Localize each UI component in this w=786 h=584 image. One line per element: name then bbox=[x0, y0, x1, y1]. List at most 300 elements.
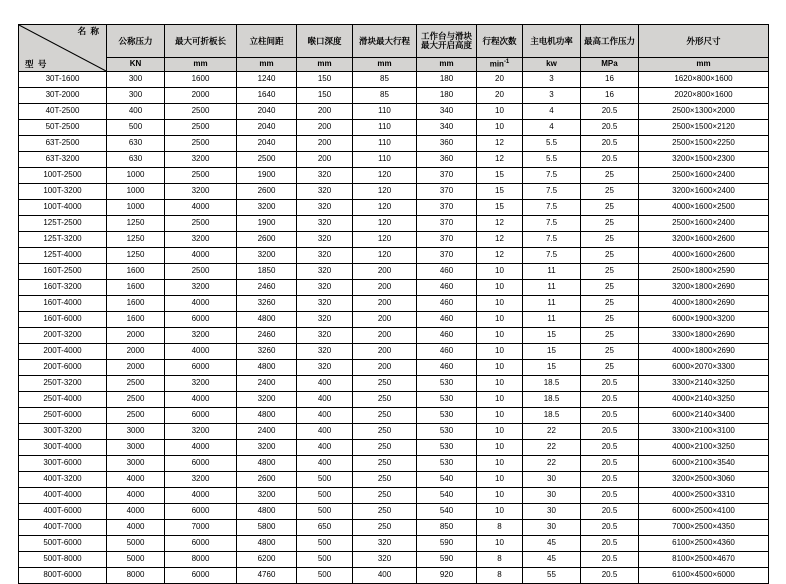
cell-value-7: 10 bbox=[477, 504, 523, 520]
cell-value-9: 25 bbox=[581, 280, 639, 296]
cell-model: 250T-4000 bbox=[19, 392, 107, 408]
header-unit-3: mm bbox=[297, 58, 353, 72]
cell-value-7: 12 bbox=[477, 216, 523, 232]
cell-value-3: 4800 bbox=[237, 360, 297, 376]
cell-value-6: 530 bbox=[417, 392, 477, 408]
cell-value-8: 7.5 bbox=[523, 232, 581, 248]
cell-value-2: 6000 bbox=[165, 568, 237, 584]
cell-model: 200T-3200 bbox=[19, 328, 107, 344]
cell-model: 160T-6000 bbox=[19, 312, 107, 328]
cell-value-8: 45 bbox=[523, 552, 581, 568]
cell-value-8: 22 bbox=[523, 440, 581, 456]
cell-value-8: 4 bbox=[523, 104, 581, 120]
cell-value-6: 180 bbox=[417, 72, 477, 88]
cell-value-1: 8000 bbox=[107, 568, 165, 584]
cell-value-5: 200 bbox=[353, 312, 417, 328]
cell-value-2: 2500 bbox=[165, 120, 237, 136]
cell-value-5: 250 bbox=[353, 520, 417, 536]
cell-value-3: 3200 bbox=[237, 200, 297, 216]
cell-value-4: 500 bbox=[297, 504, 353, 520]
cell-value-4: 200 bbox=[297, 136, 353, 152]
header-title-9: 外形尺寸 bbox=[639, 25, 769, 58]
cell-value-4: 500 bbox=[297, 536, 353, 552]
cell-value-1: 5000 bbox=[107, 536, 165, 552]
cell-value-2: 2500 bbox=[165, 168, 237, 184]
cell-value-5: 110 bbox=[353, 136, 417, 152]
cell-overall-dimensions: 1620×800×1600 bbox=[639, 72, 769, 88]
cell-value-6: 370 bbox=[417, 216, 477, 232]
cell-value-1: 1600 bbox=[107, 280, 165, 296]
cell-value-8: 5.5 bbox=[523, 136, 581, 152]
cell-value-3: 2460 bbox=[237, 280, 297, 296]
cell-value-6: 370 bbox=[417, 184, 477, 200]
cell-value-9: 25 bbox=[581, 312, 639, 328]
cell-value-3: 3200 bbox=[237, 440, 297, 456]
cell-value-2: 3200 bbox=[165, 328, 237, 344]
cell-value-2: 3200 bbox=[165, 184, 237, 200]
cell-value-4: 320 bbox=[297, 312, 353, 328]
cell-value-1: 1600 bbox=[107, 312, 165, 328]
cell-value-2: 6000 bbox=[165, 504, 237, 520]
table-row bbox=[19, 248, 769, 264]
header-title-1: 最大可折板长 bbox=[165, 25, 237, 58]
cell-model: 400T-3200 bbox=[19, 472, 107, 488]
table-row bbox=[19, 152, 769, 168]
cell-value-8: 3 bbox=[523, 72, 581, 88]
cell-value-7: 15 bbox=[477, 168, 523, 184]
header-unit-0: KN bbox=[107, 58, 165, 72]
cell-value-9: 20.5 bbox=[581, 456, 639, 472]
cell-overall-dimensions: 3200×1500×2300 bbox=[639, 152, 769, 168]
cell-model: 30T-1600 bbox=[19, 72, 107, 88]
cell-value-4: 320 bbox=[297, 168, 353, 184]
cell-value-3: 1850 bbox=[237, 264, 297, 280]
cell-value-4: 200 bbox=[297, 104, 353, 120]
cell-overall-dimensions: 7000×2500×4350 bbox=[639, 520, 769, 536]
cell-overall-dimensions: 4000×1600×2500 bbox=[639, 200, 769, 216]
cell-value-8: 7.5 bbox=[523, 168, 581, 184]
cell-value-7: 12 bbox=[477, 248, 523, 264]
cell-value-3: 1900 bbox=[237, 168, 297, 184]
cell-value-1: 1600 bbox=[107, 264, 165, 280]
cell-model: 300T-3200 bbox=[19, 424, 107, 440]
cell-value-7: 10 bbox=[477, 376, 523, 392]
header-title-3: 喉口深度 bbox=[297, 25, 353, 58]
cell-value-9: 20.5 bbox=[581, 536, 639, 552]
cell-value-8: 45 bbox=[523, 536, 581, 552]
cell-value-9: 25 bbox=[581, 168, 639, 184]
cell-value-7: 10 bbox=[477, 360, 523, 376]
cell-value-6: 530 bbox=[417, 424, 477, 440]
cell-value-1: 400 bbox=[107, 104, 165, 120]
table-row bbox=[19, 536, 769, 552]
cell-value-7: 10 bbox=[477, 296, 523, 312]
cell-value-5: 120 bbox=[353, 200, 417, 216]
cell-value-4: 650 bbox=[297, 520, 353, 536]
cell-value-6: 540 bbox=[417, 488, 477, 504]
cell-value-1: 2000 bbox=[107, 344, 165, 360]
cell-value-8: 30 bbox=[523, 472, 581, 488]
cell-overall-dimensions: 2500×1600×2400 bbox=[639, 216, 769, 232]
cell-value-3: 4800 bbox=[237, 312, 297, 328]
cell-value-4: 150 bbox=[297, 72, 353, 88]
table-row bbox=[19, 104, 769, 120]
cell-value-5: 200 bbox=[353, 344, 417, 360]
cell-value-2: 3200 bbox=[165, 280, 237, 296]
cell-value-2: 3200 bbox=[165, 152, 237, 168]
cell-value-4: 400 bbox=[297, 456, 353, 472]
cell-value-2: 3200 bbox=[165, 472, 237, 488]
cell-value-6: 460 bbox=[417, 360, 477, 376]
table-row bbox=[19, 376, 769, 392]
cell-value-4: 320 bbox=[297, 296, 353, 312]
cell-value-5: 110 bbox=[353, 120, 417, 136]
cell-value-7: 10 bbox=[477, 104, 523, 120]
cell-value-1: 3000 bbox=[107, 424, 165, 440]
cell-value-3: 2040 bbox=[237, 136, 297, 152]
cell-overall-dimensions: 3200×1800×2690 bbox=[639, 280, 769, 296]
table-row bbox=[19, 552, 769, 568]
cell-value-3: 3200 bbox=[237, 392, 297, 408]
cell-value-2: 4000 bbox=[165, 392, 237, 408]
cell-value-3: 4760 bbox=[237, 568, 297, 584]
cell-value-8: 11 bbox=[523, 264, 581, 280]
cell-value-9: 16 bbox=[581, 72, 639, 88]
cell-overall-dimensions: 3300×2140×3250 bbox=[639, 376, 769, 392]
cell-value-9: 20.5 bbox=[581, 120, 639, 136]
cell-value-4: 320 bbox=[297, 344, 353, 360]
cell-value-9: 25 bbox=[581, 328, 639, 344]
cell-value-3: 2600 bbox=[237, 472, 297, 488]
cell-value-1: 630 bbox=[107, 136, 165, 152]
cell-value-2: 4000 bbox=[165, 344, 237, 360]
cell-overall-dimensions: 6100×4500×6000 bbox=[639, 568, 769, 584]
cell-value-2: 4000 bbox=[165, 200, 237, 216]
cell-value-1: 2000 bbox=[107, 360, 165, 376]
table-row bbox=[19, 504, 769, 520]
cell-value-1: 3000 bbox=[107, 440, 165, 456]
cell-model: 200T-4000 bbox=[19, 344, 107, 360]
cell-value-4: 320 bbox=[297, 248, 353, 264]
cell-value-4: 320 bbox=[297, 264, 353, 280]
cell-overall-dimensions: 3200×1600×2600 bbox=[639, 232, 769, 248]
cell-value-6: 590 bbox=[417, 536, 477, 552]
cell-value-6: 370 bbox=[417, 248, 477, 264]
cell-value-4: 200 bbox=[297, 120, 353, 136]
cell-value-6: 590 bbox=[417, 552, 477, 568]
cell-overall-dimensions: 4000×1600×2600 bbox=[639, 248, 769, 264]
cell-value-5: 250 bbox=[353, 408, 417, 424]
cell-value-6: 370 bbox=[417, 168, 477, 184]
cell-value-7: 8 bbox=[477, 568, 523, 584]
cell-value-8: 55 bbox=[523, 568, 581, 584]
cell-value-1: 1600 bbox=[107, 296, 165, 312]
cell-value-8: 30 bbox=[523, 504, 581, 520]
header-row-titles bbox=[19, 25, 769, 58]
table-row bbox=[19, 312, 769, 328]
cell-value-9: 20.5 bbox=[581, 552, 639, 568]
table-row bbox=[19, 72, 769, 88]
cell-value-7: 10 bbox=[477, 392, 523, 408]
cell-value-8: 18.5 bbox=[523, 376, 581, 392]
cell-value-5: 120 bbox=[353, 168, 417, 184]
cell-overall-dimensions: 4000×2500×3310 bbox=[639, 488, 769, 504]
cell-value-3: 2600 bbox=[237, 184, 297, 200]
table-row bbox=[19, 264, 769, 280]
cell-value-4: 320 bbox=[297, 216, 353, 232]
header-name-label: 名 称 bbox=[77, 26, 100, 36]
cell-value-6: 920 bbox=[417, 568, 477, 584]
header-unit-1: mm bbox=[165, 58, 237, 72]
cell-value-3: 3260 bbox=[237, 296, 297, 312]
cell-value-5: 320 bbox=[353, 536, 417, 552]
cell-value-7: 12 bbox=[477, 136, 523, 152]
cell-value-5: 85 bbox=[353, 88, 417, 104]
cell-value-3: 2040 bbox=[237, 104, 297, 120]
cell-value-4: 320 bbox=[297, 328, 353, 344]
cell-value-2: 6000 bbox=[165, 408, 237, 424]
cell-value-2: 2500 bbox=[165, 216, 237, 232]
cell-value-4: 320 bbox=[297, 200, 353, 216]
cell-overall-dimensions: 2500×1600×2400 bbox=[639, 168, 769, 184]
cell-model: 125T-3200 bbox=[19, 232, 107, 248]
specification-table bbox=[18, 24, 769, 584]
cell-value-7: 10 bbox=[477, 424, 523, 440]
cell-value-3: 3200 bbox=[237, 488, 297, 504]
cell-value-6: 530 bbox=[417, 408, 477, 424]
table-row bbox=[19, 216, 769, 232]
cell-value-3: 4800 bbox=[237, 456, 297, 472]
table-row bbox=[19, 392, 769, 408]
table-row bbox=[19, 328, 769, 344]
cell-value-7: 10 bbox=[477, 312, 523, 328]
cell-value-5: 400 bbox=[353, 568, 417, 584]
cell-value-4: 200 bbox=[297, 152, 353, 168]
cell-value-4: 320 bbox=[297, 360, 353, 376]
cell-value-8: 18.5 bbox=[523, 408, 581, 424]
cell-overall-dimensions: 8100×2500×4670 bbox=[639, 552, 769, 568]
table-row bbox=[19, 488, 769, 504]
table-row bbox=[19, 232, 769, 248]
cell-value-3: 1640 bbox=[237, 88, 297, 104]
cell-value-7: 10 bbox=[477, 280, 523, 296]
cell-value-9: 25 bbox=[581, 216, 639, 232]
table-row bbox=[19, 456, 769, 472]
header-title-4: 滑块最大行程 bbox=[353, 25, 417, 58]
table-row bbox=[19, 568, 769, 584]
table-row bbox=[19, 296, 769, 312]
cell-value-5: 110 bbox=[353, 152, 417, 168]
cell-value-8: 7.5 bbox=[523, 248, 581, 264]
header-title-7: 主电机功率 bbox=[523, 25, 581, 58]
cell-value-7: 10 bbox=[477, 328, 523, 344]
cell-value-3: 3200 bbox=[237, 248, 297, 264]
cell-value-6: 460 bbox=[417, 280, 477, 296]
cell-value-6: 370 bbox=[417, 200, 477, 216]
header-row-units bbox=[19, 58, 769, 72]
cell-value-1: 300 bbox=[107, 88, 165, 104]
cell-overall-dimensions: 2500×1500×2120 bbox=[639, 120, 769, 136]
cell-value-2: 6000 bbox=[165, 312, 237, 328]
cell-value-7: 10 bbox=[477, 408, 523, 424]
cell-value-8: 15 bbox=[523, 328, 581, 344]
cell-value-6: 540 bbox=[417, 472, 477, 488]
cell-value-7: 10 bbox=[477, 456, 523, 472]
cell-value-5: 110 bbox=[353, 104, 417, 120]
cell-value-9: 20.5 bbox=[581, 392, 639, 408]
cell-value-5: 120 bbox=[353, 216, 417, 232]
cell-value-7: 15 bbox=[477, 200, 523, 216]
cell-value-8: 18.5 bbox=[523, 392, 581, 408]
cell-value-4: 320 bbox=[297, 232, 353, 248]
cell-value-8: 11 bbox=[523, 312, 581, 328]
cell-value-8: 3 bbox=[523, 88, 581, 104]
header-title-0: 公称压力 bbox=[107, 25, 165, 58]
cell-value-2: 2500 bbox=[165, 136, 237, 152]
cell-overall-dimensions: 4000×2140×3250 bbox=[639, 392, 769, 408]
cell-value-8: 11 bbox=[523, 280, 581, 296]
cell-value-9: 25 bbox=[581, 232, 639, 248]
cell-value-9: 25 bbox=[581, 264, 639, 280]
cell-value-9: 20.5 bbox=[581, 408, 639, 424]
cell-value-5: 200 bbox=[353, 280, 417, 296]
cell-value-6: 370 bbox=[417, 232, 477, 248]
cell-value-8: 7.5 bbox=[523, 216, 581, 232]
cell-value-7: 10 bbox=[477, 120, 523, 136]
table-row bbox=[19, 408, 769, 424]
cell-value-5: 250 bbox=[353, 504, 417, 520]
cell-value-3: 2400 bbox=[237, 376, 297, 392]
cell-value-2: 1600 bbox=[165, 72, 237, 88]
cell-value-5: 320 bbox=[353, 552, 417, 568]
cell-value-1: 4000 bbox=[107, 472, 165, 488]
cell-model: 63T-2500 bbox=[19, 136, 107, 152]
cell-value-1: 1250 bbox=[107, 216, 165, 232]
cell-value-4: 400 bbox=[297, 440, 353, 456]
cell-value-7: 20 bbox=[477, 88, 523, 104]
cell-value-5: 200 bbox=[353, 296, 417, 312]
header-title-2: 立柱间距 bbox=[237, 25, 297, 58]
cell-value-9: 20.5 bbox=[581, 472, 639, 488]
cell-value-9: 20.5 bbox=[581, 424, 639, 440]
cell-value-9: 20.5 bbox=[581, 376, 639, 392]
cell-value-3: 1240 bbox=[237, 72, 297, 88]
cell-value-4: 320 bbox=[297, 184, 353, 200]
cell-value-2: 3200 bbox=[165, 376, 237, 392]
cell-value-8: 15 bbox=[523, 344, 581, 360]
cell-value-6: 360 bbox=[417, 152, 477, 168]
cell-model: 160T-4000 bbox=[19, 296, 107, 312]
cell-value-4: 500 bbox=[297, 472, 353, 488]
cell-model: 400T-7000 bbox=[19, 520, 107, 536]
cell-overall-dimensions: 2500×1800×2590 bbox=[639, 264, 769, 280]
cell-value-9: 20.5 bbox=[581, 488, 639, 504]
cell-value-4: 320 bbox=[297, 280, 353, 296]
cell-value-7: 10 bbox=[477, 264, 523, 280]
cell-model: 160T-3200 bbox=[19, 280, 107, 296]
cell-value-8: 30 bbox=[523, 520, 581, 536]
cell-value-1: 1000 bbox=[107, 200, 165, 216]
cell-value-9: 20.5 bbox=[581, 568, 639, 584]
cell-value-5: 250 bbox=[353, 488, 417, 504]
header-unit-9: mm bbox=[639, 58, 769, 72]
cell-value-2: 4000 bbox=[165, 440, 237, 456]
cell-value-3: 1900 bbox=[237, 216, 297, 232]
cell-value-9: 20.5 bbox=[581, 520, 639, 536]
cell-value-5: 120 bbox=[353, 232, 417, 248]
cell-value-8: 22 bbox=[523, 424, 581, 440]
cell-value-5: 200 bbox=[353, 328, 417, 344]
cell-value-2: 2500 bbox=[165, 104, 237, 120]
cell-value-1: 4000 bbox=[107, 520, 165, 536]
cell-value-4: 400 bbox=[297, 376, 353, 392]
cell-value-7: 10 bbox=[477, 344, 523, 360]
cell-value-6: 180 bbox=[417, 88, 477, 104]
cell-value-1: 2500 bbox=[107, 392, 165, 408]
cell-value-1: 2500 bbox=[107, 376, 165, 392]
cell-value-9: 20.5 bbox=[581, 440, 639, 456]
cell-overall-dimensions: 4000×1800×2690 bbox=[639, 296, 769, 312]
table-row bbox=[19, 120, 769, 136]
cell-value-1: 630 bbox=[107, 152, 165, 168]
cell-value-5: 250 bbox=[353, 376, 417, 392]
cell-value-7: 20 bbox=[477, 72, 523, 88]
cell-value-3: 2040 bbox=[237, 120, 297, 136]
cell-value-9: 16 bbox=[581, 88, 639, 104]
cell-value-6: 460 bbox=[417, 264, 477, 280]
cell-value-3: 2500 bbox=[237, 152, 297, 168]
cell-model: 30T-2000 bbox=[19, 88, 107, 104]
cell-model: 250T-6000 bbox=[19, 408, 107, 424]
table-row bbox=[19, 136, 769, 152]
table-row bbox=[19, 360, 769, 376]
header-unit-2: mm bbox=[237, 58, 297, 72]
cell-value-7: 8 bbox=[477, 520, 523, 536]
cell-value-9: 25 bbox=[581, 360, 639, 376]
cell-value-1: 3000 bbox=[107, 456, 165, 472]
cell-value-2: 2000 bbox=[165, 88, 237, 104]
header-unit-5: mm bbox=[417, 58, 477, 72]
cell-value-8: 30 bbox=[523, 488, 581, 504]
cell-value-7: 12 bbox=[477, 232, 523, 248]
table-row bbox=[19, 200, 769, 216]
cell-value-9: 25 bbox=[581, 248, 639, 264]
cell-overall-dimensions: 3300×1800×2690 bbox=[639, 328, 769, 344]
cell-value-3: 5800 bbox=[237, 520, 297, 536]
cell-model: 100T-4000 bbox=[19, 200, 107, 216]
cell-model: 400T-6000 bbox=[19, 504, 107, 520]
cell-value-2: 3200 bbox=[165, 424, 237, 440]
cell-overall-dimensions: 6100×2500×4360 bbox=[639, 536, 769, 552]
cell-value-6: 530 bbox=[417, 440, 477, 456]
cell-value-7: 8 bbox=[477, 552, 523, 568]
cell-value-3: 4800 bbox=[237, 408, 297, 424]
header-unit-7: kw bbox=[523, 58, 581, 72]
cell-model: 125T-4000 bbox=[19, 248, 107, 264]
cell-overall-dimensions: 3300×2100×3100 bbox=[639, 424, 769, 440]
cell-overall-dimensions: 4000×2100×3250 bbox=[639, 440, 769, 456]
cell-value-6: 460 bbox=[417, 312, 477, 328]
cell-value-1: 1000 bbox=[107, 184, 165, 200]
cell-value-2: 6000 bbox=[165, 456, 237, 472]
cell-value-9: 25 bbox=[581, 184, 639, 200]
cell-value-5: 250 bbox=[353, 456, 417, 472]
cell-value-1: 4000 bbox=[107, 488, 165, 504]
cell-overall-dimensions: 6000×2140×3400 bbox=[639, 408, 769, 424]
cell-value-3: 2600 bbox=[237, 232, 297, 248]
table-header bbox=[19, 25, 769, 72]
cell-value-8: 22 bbox=[523, 456, 581, 472]
